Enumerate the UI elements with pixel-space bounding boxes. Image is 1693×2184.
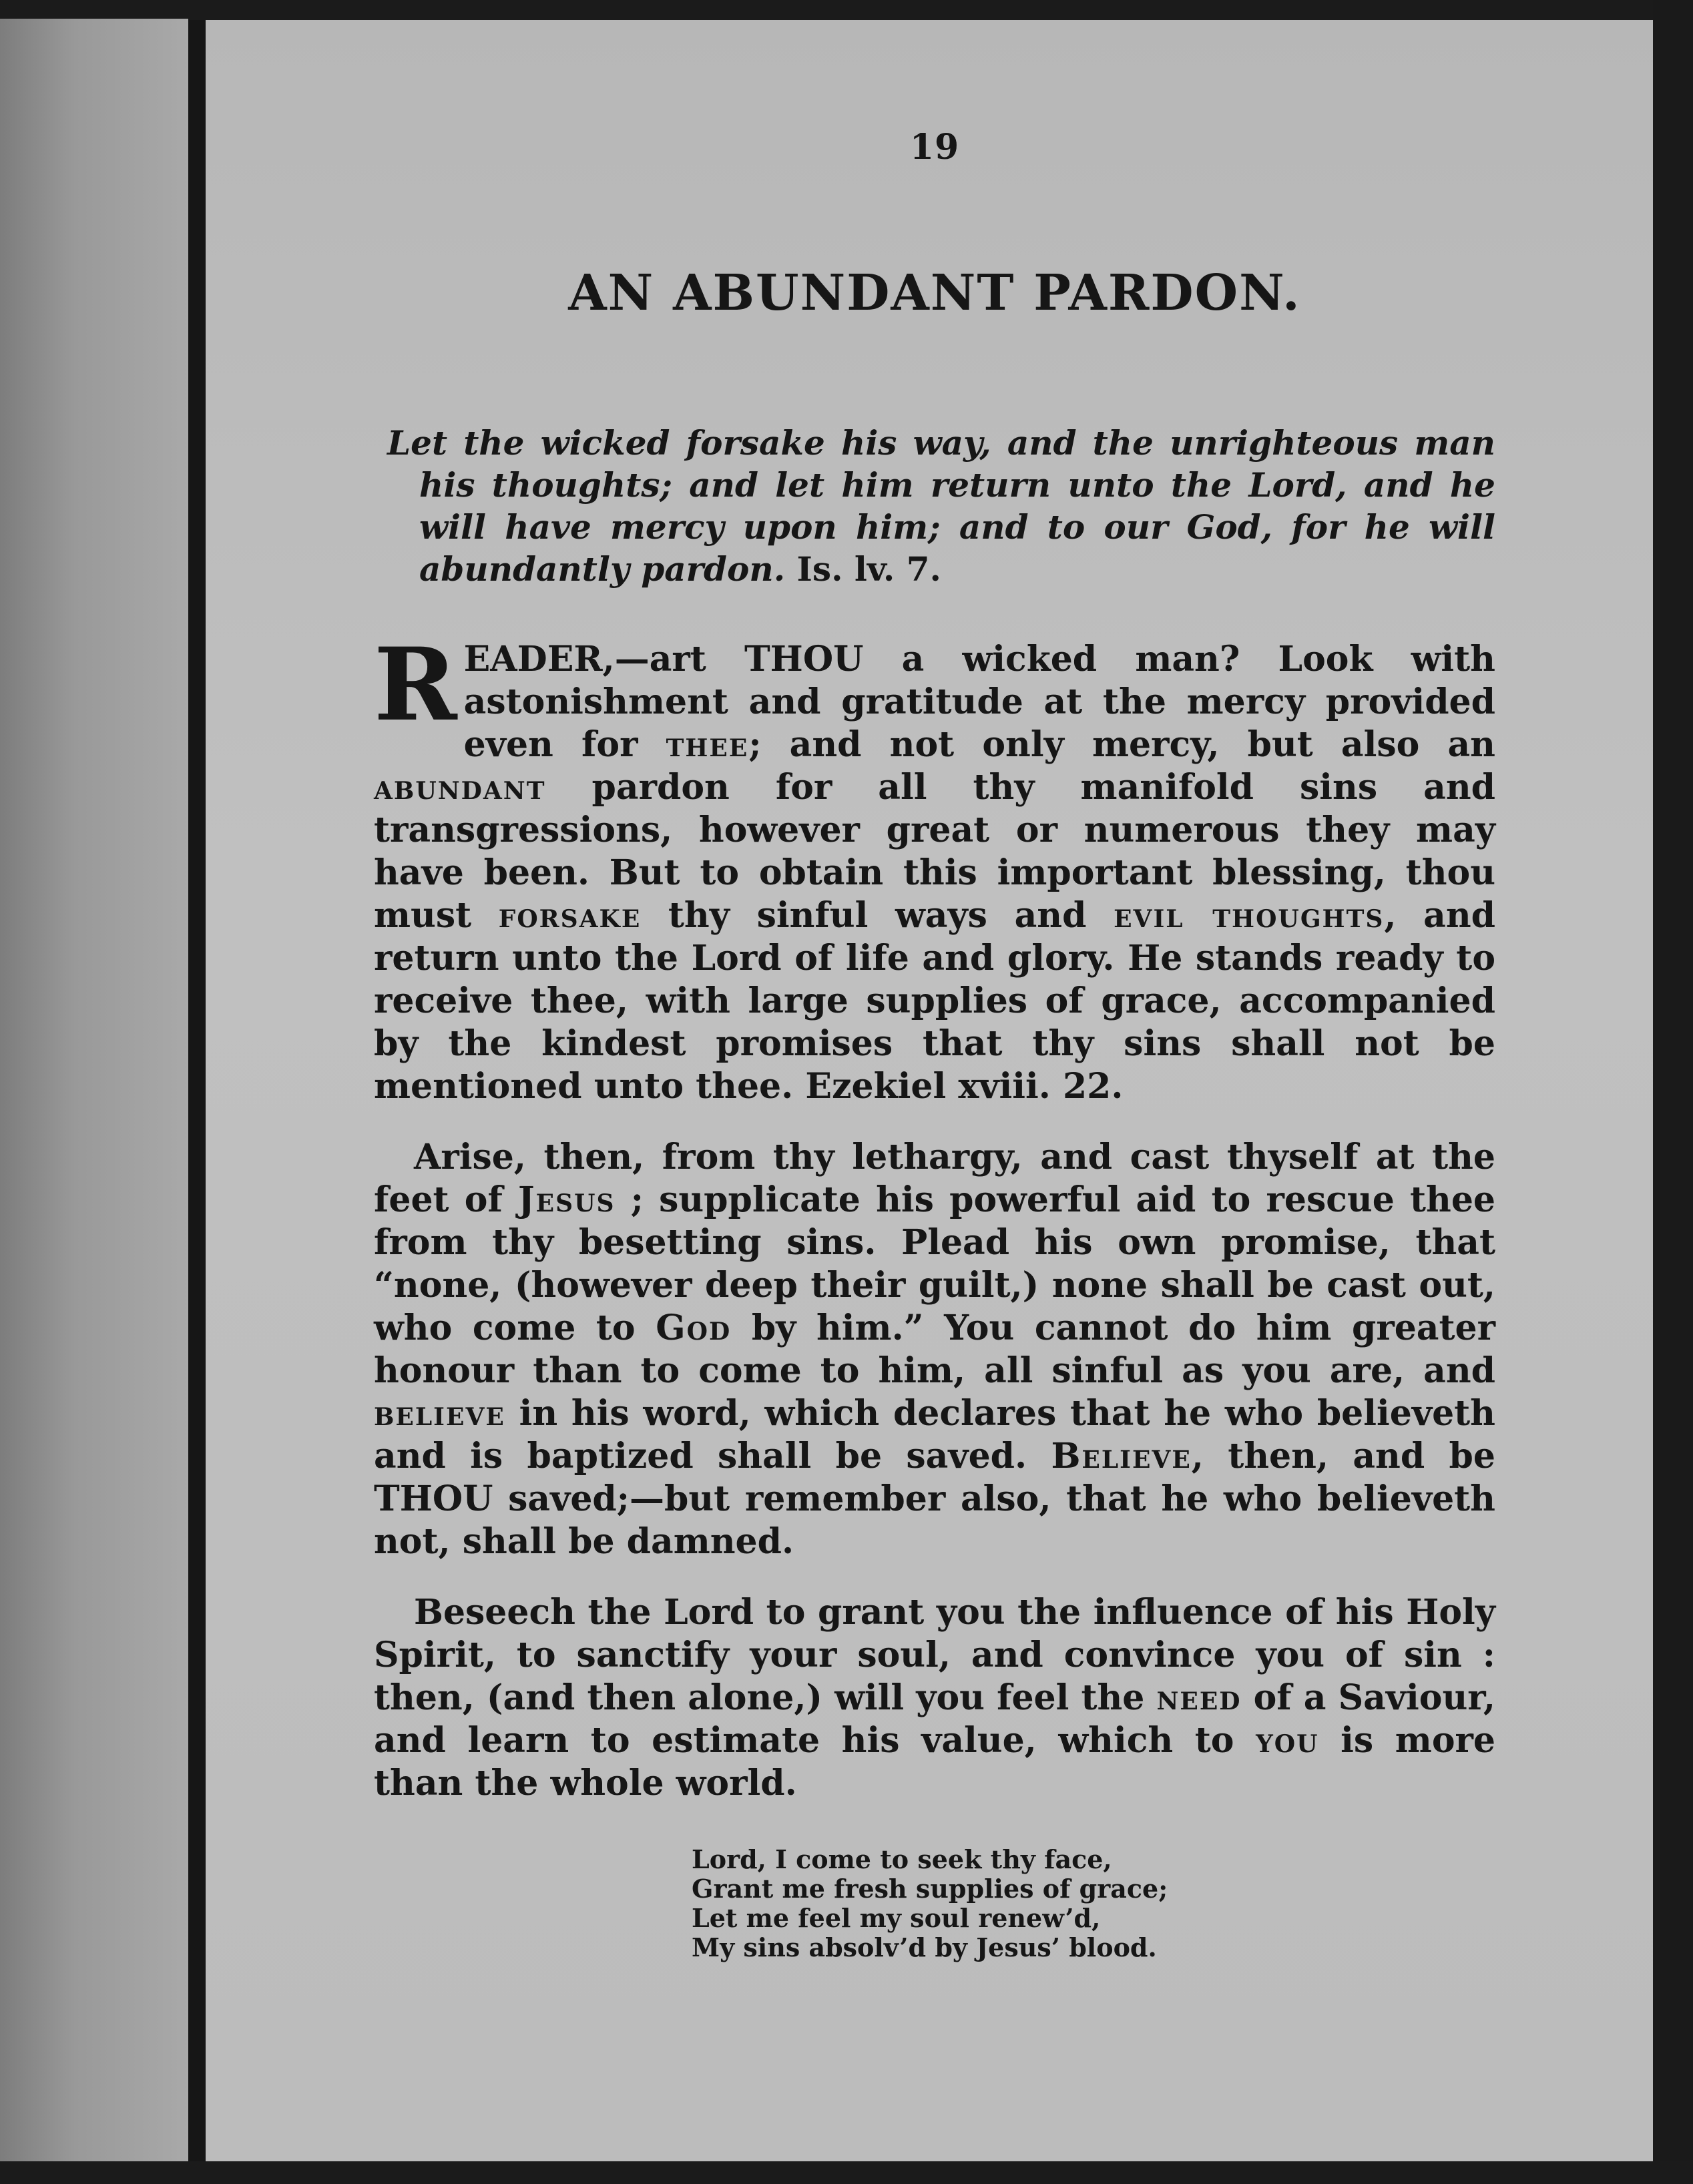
p2-emphasis-believe: believe	[374, 1393, 505, 1434]
p1-emphasis-thee: thee	[666, 724, 749, 765]
verse-line: Let me feel my soul renew’d,	[692, 1903, 1101, 1933]
p3-text-b: of a Saviour, and learn to estimate his value, which to	[374, 1677, 1495, 1761]
scan-right-edge	[1653, 0, 1693, 2184]
drop-cap: R	[374, 626, 457, 744]
page-number: 19	[909, 127, 960, 168]
p1-emphasis-abundant: abundant	[374, 767, 546, 808]
p1-text-a: EADER,—art THOU a wicked man? Look with astonishment and gratitude at the mercy provided even for	[463, 639, 1495, 765]
p1-emphasis-evil-thoughts: evil thoughts	[1114, 895, 1385, 936]
p2-text-b: ; supplicate his powerful aid to rescue thee from thy besetting sins. Plead his own promise, that “none, (however deep their guilt,) none shall be cast out, who come to	[374, 1179, 1496, 1348]
p1-text-c: pardon for all thy manifold sins and transgressions, however great or numerous they may have been. But to obtain this important blessing, thou must	[374, 767, 1495, 936]
hymn-verse	[692, 1845, 1495, 1962]
p3-text-a: Beseech the Lord to grant you the influence of his Holy Spirit, to sanctify your soul, and convince you of sin : then, (and then alone,) will you feel the	[374, 1592, 1495, 1718]
p3-emphasis-you: you	[1256, 1720, 1319, 1761]
p2-text-e: , then, and be THOU saved;—but remember also, that he who believeth not, shall be damned.	[374, 1436, 1495, 1562]
p1-text-e: , and return unto the Lord of life and glory. He stands ready to receive thee, with large supplies of grace, accompanied by the kindest promises that thy sins shall not be mentioned unto thee. Ezekiel xviii. 22.	[374, 895, 1495, 1107]
paragraph-1	[374, 626, 1495, 1108]
scan-bottom-edge	[0, 2161, 1693, 2184]
scan-top-edge	[0, 0, 1693, 20]
epigraph-reference: Is. lv. 7.	[796, 549, 941, 589]
page-content	[374, 127, 1495, 1962]
facing-page-strip	[0, 19, 188, 2168]
p2-text-a: Arise, then, from thy lethargy, and cast thyself at the feet of	[374, 1137, 1495, 1220]
p1-text-b: ; and not only mercy, but also an	[748, 724, 1495, 765]
binding-gutter	[188, 20, 206, 2163]
p2-text-c: by him.” You cannot do him greater honour than to come to him, all sinful as you are, and	[374, 1308, 1496, 1391]
page-title: AN ABUNDANT PARDON.	[568, 264, 1301, 322]
p3-text-c: is more than the whole world.	[374, 1720, 1495, 1804]
p2-emphasis-god: God	[656, 1308, 732, 1348]
epigraph-text: Let the wicked forsake his way, and the unrighteous man his thoughts; and let him return unto the Lord, and he will have mercy upon him; and to our God, for he will abundantly pardon.	[387, 423, 1495, 589]
p2-emphasis-jesus: Jesus	[518, 1179, 616, 1220]
p3-emphasis-need: need	[1156, 1677, 1242, 1718]
p2-text-d: in his word, which declares that he who believeth and is baptized shall be saved.	[374, 1393, 1495, 1476]
verse-line: Lord, I come to seek thy face,	[692, 1844, 1112, 1874]
paragraph-2	[374, 1136, 1495, 1563]
epigraph	[387, 422, 1495, 590]
verse-line: Grant me fresh supplies of grace;	[692, 1874, 1168, 1904]
p1-text-d: thy sinful ways and	[641, 895, 1114, 936]
p1-emphasis-forsake: forsake	[498, 895, 642, 936]
p2-emphasis-believe-2: Believe	[1051, 1436, 1192, 1476]
paragraph-3	[374, 1591, 1495, 1805]
verse-line: My sins absolv’d by Jesus’ blood.	[692, 1932, 1157, 1962]
